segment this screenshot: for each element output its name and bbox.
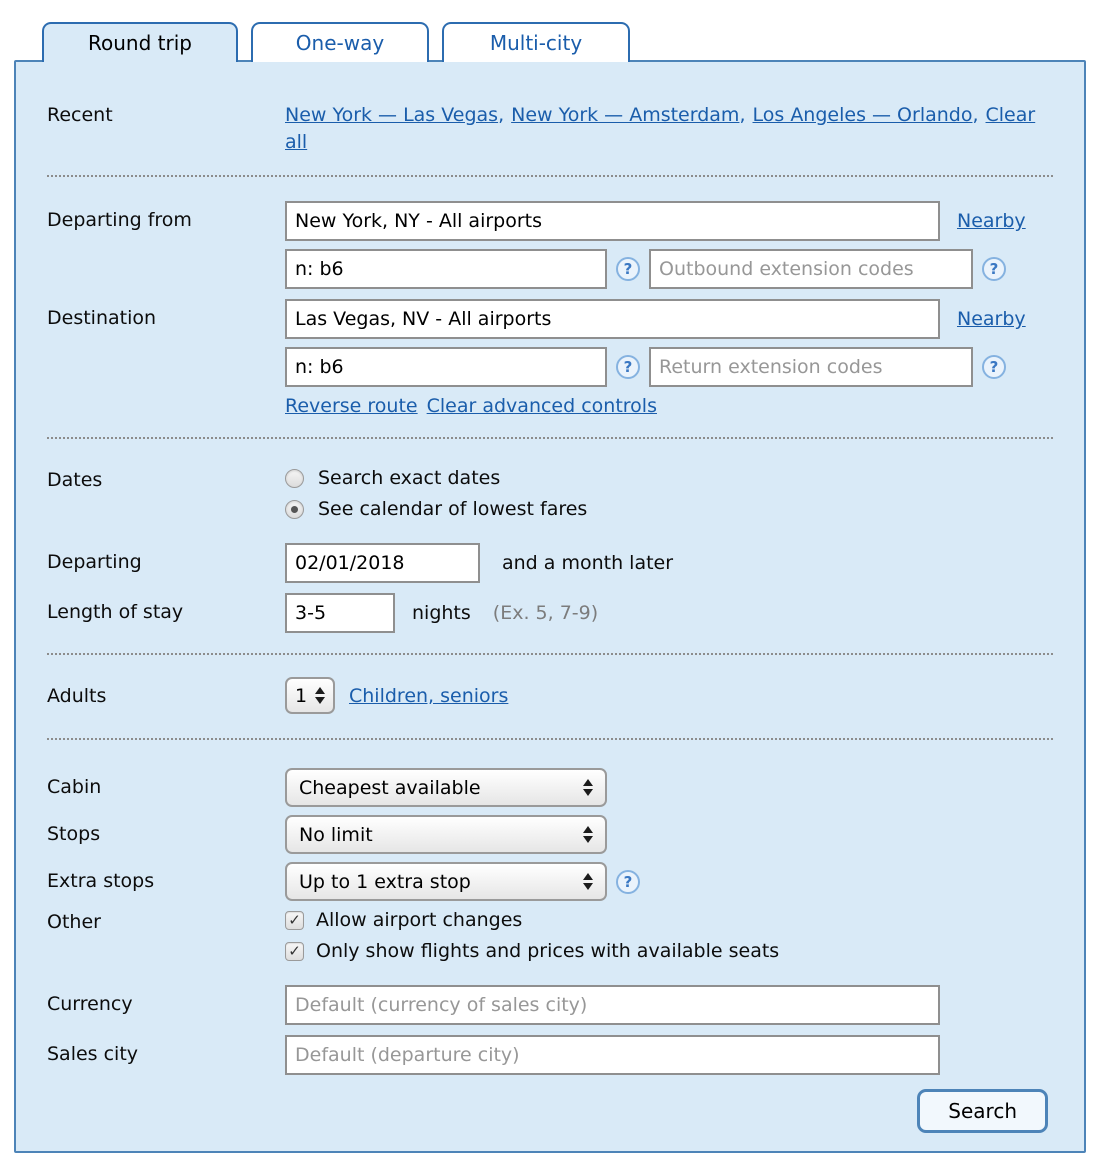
- destination-nearby-link[interactable]: Nearby: [957, 308, 1026, 331]
- recent-link-3[interactable]: Los Angeles — Orlando: [752, 104, 973, 126]
- radio-selected-icon[interactable]: [285, 500, 304, 519]
- select-arrows-icon: [315, 687, 325, 704]
- help-icon[interactable]: ?: [616, 355, 640, 379]
- dates-row: [47, 467, 1053, 529]
- other-row: [47, 909, 1053, 971]
- separator: [47, 653, 1053, 655]
- cabin-label: Cabin: [47, 776, 102, 799]
- comma: ,: [739, 104, 746, 126]
- departing-nearby-link[interactable]: Nearby: [957, 210, 1026, 233]
- search-exact-dates-label: Search exact dates: [318, 467, 501, 490]
- stops-label: Stops: [47, 823, 101, 846]
- length-of-stay-label: Length of stay: [47, 601, 184, 624]
- help-icon[interactable]: ?: [982, 257, 1006, 281]
- cabin-row: [47, 768, 1053, 807]
- search-exact-dates-option[interactable]: [285, 467, 1053, 489]
- see-calendar-option[interactable]: [285, 498, 1053, 520]
- reverse-route-link[interactable]: Reverse route: [285, 395, 418, 418]
- departing-date-row: [47, 543, 1053, 583]
- recent-row: [47, 96, 1053, 155]
- available-seats-option[interactable]: [285, 940, 1053, 962]
- return-routing-codes-input[interactable]: [285, 347, 607, 387]
- adults-row: [47, 677, 1053, 714]
- select-arrows-icon: [583, 873, 593, 890]
- currency-label: Currency: [47, 993, 133, 1016]
- other-label: Other: [47, 911, 101, 934]
- tab-multi-city[interactable]: Multi-city: [442, 22, 630, 62]
- allow-airport-changes-option[interactable]: [285, 909, 1053, 931]
- separator: [47, 175, 1053, 177]
- help-icon[interactable]: ?: [982, 355, 1006, 379]
- return-extension-codes-input[interactable]: [649, 347, 973, 387]
- tab-one-way[interactable]: One-way: [251, 22, 429, 62]
- month-later-text: and a month later: [502, 552, 674, 575]
- outbound-extension-codes-input[interactable]: [649, 249, 973, 289]
- select-arrows-icon: [583, 826, 593, 843]
- length-of-stay-input[interactable]: [285, 593, 395, 633]
- sales-city-label: Sales city: [47, 1043, 139, 1066]
- dates-label: Dates: [47, 469, 103, 492]
- clear-advanced-controls-link[interactable]: Clear advanced controls: [426, 395, 657, 418]
- comma: ,: [498, 104, 505, 126]
- search-row: [47, 1089, 1053, 1133]
- outbound-routing-codes-input[interactable]: [285, 249, 607, 289]
- cabin-select-value: Cheapest available: [299, 776, 481, 799]
- checkbox-checked-icon[interactable]: ✓: [285, 942, 304, 961]
- destination-row: [47, 299, 1053, 417]
- destination-input[interactable]: [285, 299, 940, 339]
- extra-stops-label: Extra stops: [47, 870, 155, 893]
- search-form-panel: [14, 60, 1086, 1153]
- separator: [47, 738, 1053, 740]
- currency-input[interactable]: [285, 985, 940, 1025]
- cabin-select[interactable]: [285, 768, 607, 807]
- separator: [47, 437, 1053, 439]
- sales-city-row: [47, 1035, 1053, 1075]
- adults-label: Adults: [47, 685, 107, 708]
- stops-select[interactable]: [285, 815, 607, 854]
- recent-link-2[interactable]: New York — Amsterdam: [511, 104, 740, 126]
- help-icon[interactable]: ?: [616, 870, 640, 894]
- help-icon[interactable]: ?: [616, 257, 640, 281]
- adults-select[interactable]: [285, 677, 335, 714]
- departing-from-input[interactable]: [285, 201, 940, 241]
- departing-from-label: Departing from: [47, 209, 192, 232]
- length-of-stay-row: [47, 593, 1053, 633]
- extra-stops-select[interactable]: [285, 862, 607, 901]
- extra-stops-select-value: Up to 1 extra stop: [299, 870, 471, 893]
- stops-select-value: No limit: [299, 823, 373, 846]
- stops-row: [47, 815, 1053, 854]
- children-seniors-link[interactable]: Children, seniors: [349, 684, 509, 707]
- sales-city-input[interactable]: [285, 1035, 940, 1075]
- checkbox-checked-icon[interactable]: ✓: [285, 911, 304, 930]
- available-seats-label: Only show flights and prices with available seats: [316, 940, 780, 963]
- stay-example-hint: (Ex. 5, 7-9): [492, 602, 599, 625]
- destination-label: Destination: [47, 307, 157, 330]
- select-arrows-icon: [583, 779, 593, 796]
- extra-stops-row: [47, 862, 1053, 901]
- recent-links: [285, 96, 1053, 155]
- departing-label: Departing: [47, 551, 142, 574]
- allow-airport-changes-label: Allow airport changes: [316, 909, 523, 932]
- currency-row: [47, 985, 1053, 1025]
- trip-type-tabs: [42, 22, 1100, 60]
- adults-select-value: 1: [295, 684, 308, 707]
- departing-from-row: [47, 201, 1053, 289]
- nights-text: nights: [412, 602, 471, 625]
- comma: ,: [972, 104, 979, 126]
- recent-link-1[interactable]: New York — Las Vegas: [285, 104, 499, 126]
- tab-round-trip[interactable]: Round trip: [42, 22, 238, 62]
- search-button[interactable]: Search: [917, 1089, 1048, 1133]
- recent-label: Recent: [47, 104, 113, 126]
- departing-date-input[interactable]: [285, 543, 480, 583]
- see-calendar-label: See calendar of lowest fares: [318, 498, 588, 521]
- radio-unselected-icon[interactable]: [285, 469, 304, 488]
- clear-all-link[interactable]: Clear all: [285, 104, 1036, 153]
